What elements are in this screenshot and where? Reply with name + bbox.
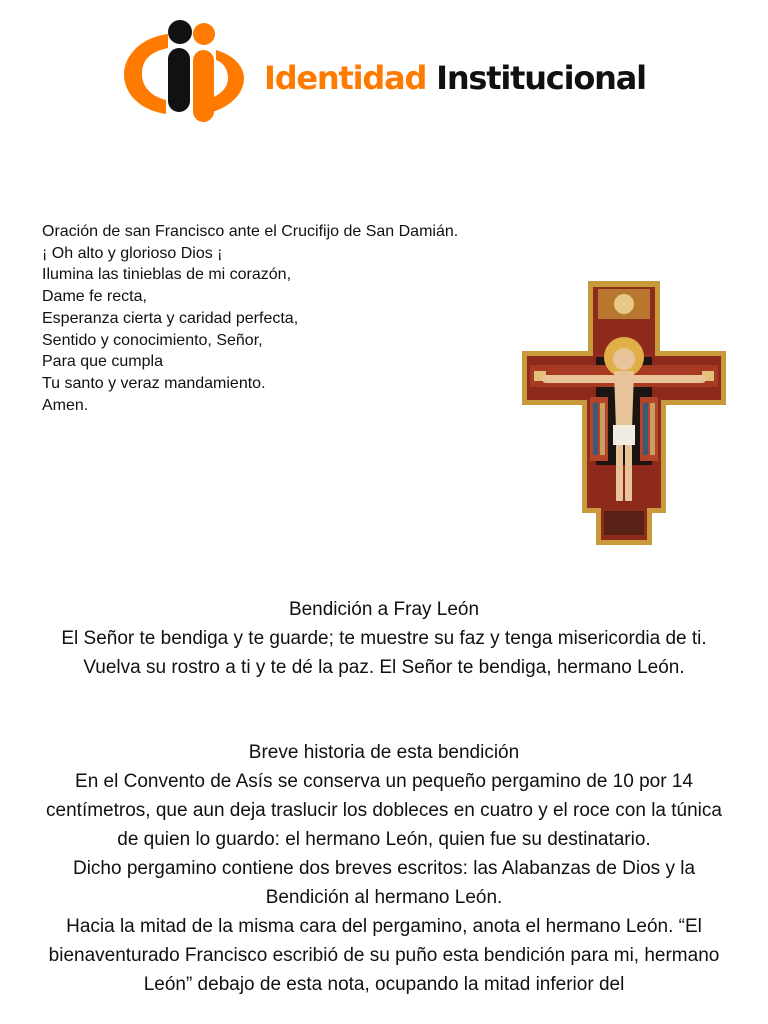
history-paragraph: En el Convento de Asís se conserva un pequeño pergamino de 10 por 14 centímetros, que aun deja traslucir los dobleces en cuatro y el roce con la túnica de quien lo guardo: el hermano León, quien fue su destinatario. xyxy=(46,771,722,850)
logo-word-identidad: Identidad xyxy=(264,59,427,97)
logo xyxy=(120,16,680,128)
history-section xyxy=(40,738,728,999)
history-paragraph: Dicho pergamino contiene dos breves escritos: las Alabanzas de Dios y la Bendición al hermano León. xyxy=(72,858,696,908)
prayer-line: Dame fe recta, xyxy=(42,288,147,306)
prayer-line: ¡ Oh alto y glorioso Dios ¡ xyxy=(42,244,223,262)
history-paragraph: Hacia la mitad de la misma cara del pergamino, anota el hermano León. “El bienaventurado Francisco escribió de su puño esta bendición para mi, hermano León” debajo de esta nota, ocupando la mitad inferior del xyxy=(48,916,720,995)
prayer-text xyxy=(42,221,562,416)
logo-text xyxy=(264,58,646,98)
blessing-paragraph: El Señor te bendiga y te guarde; te muestre su faz y tenga misericordia de ti. xyxy=(61,628,707,649)
prayer-line: Ilumina las tinieblas de mi corazón, xyxy=(42,266,292,284)
prayer-line: Amen. xyxy=(42,396,89,414)
blessing-section xyxy=(40,595,728,682)
prayer-line: Para que cumpla xyxy=(42,353,163,371)
blessing-paragraph: Vuelva su rostro a ti y te dé la paz. El Señor te bendiga, hermano León. xyxy=(83,657,685,678)
identidad-institucional-logo-icon xyxy=(120,16,248,128)
prayer-line: Esperanza cierta y caridad perfecta, xyxy=(42,309,299,327)
prayer-line: Sentido y conocimiento, Señor, xyxy=(42,331,263,349)
blessing-title: Bendición a Fray León xyxy=(288,599,480,620)
prayer-line: Tu santo y veraz mandamiento. xyxy=(42,374,266,392)
san-damiano-cross-icon xyxy=(520,279,728,547)
history-title: Breve historia de esta bendición xyxy=(248,742,520,763)
prayer-line: Oración de san Francisco ante el Crucifijo de San Damián. xyxy=(42,223,459,240)
logo-word-institucional: Institucional xyxy=(436,59,646,97)
